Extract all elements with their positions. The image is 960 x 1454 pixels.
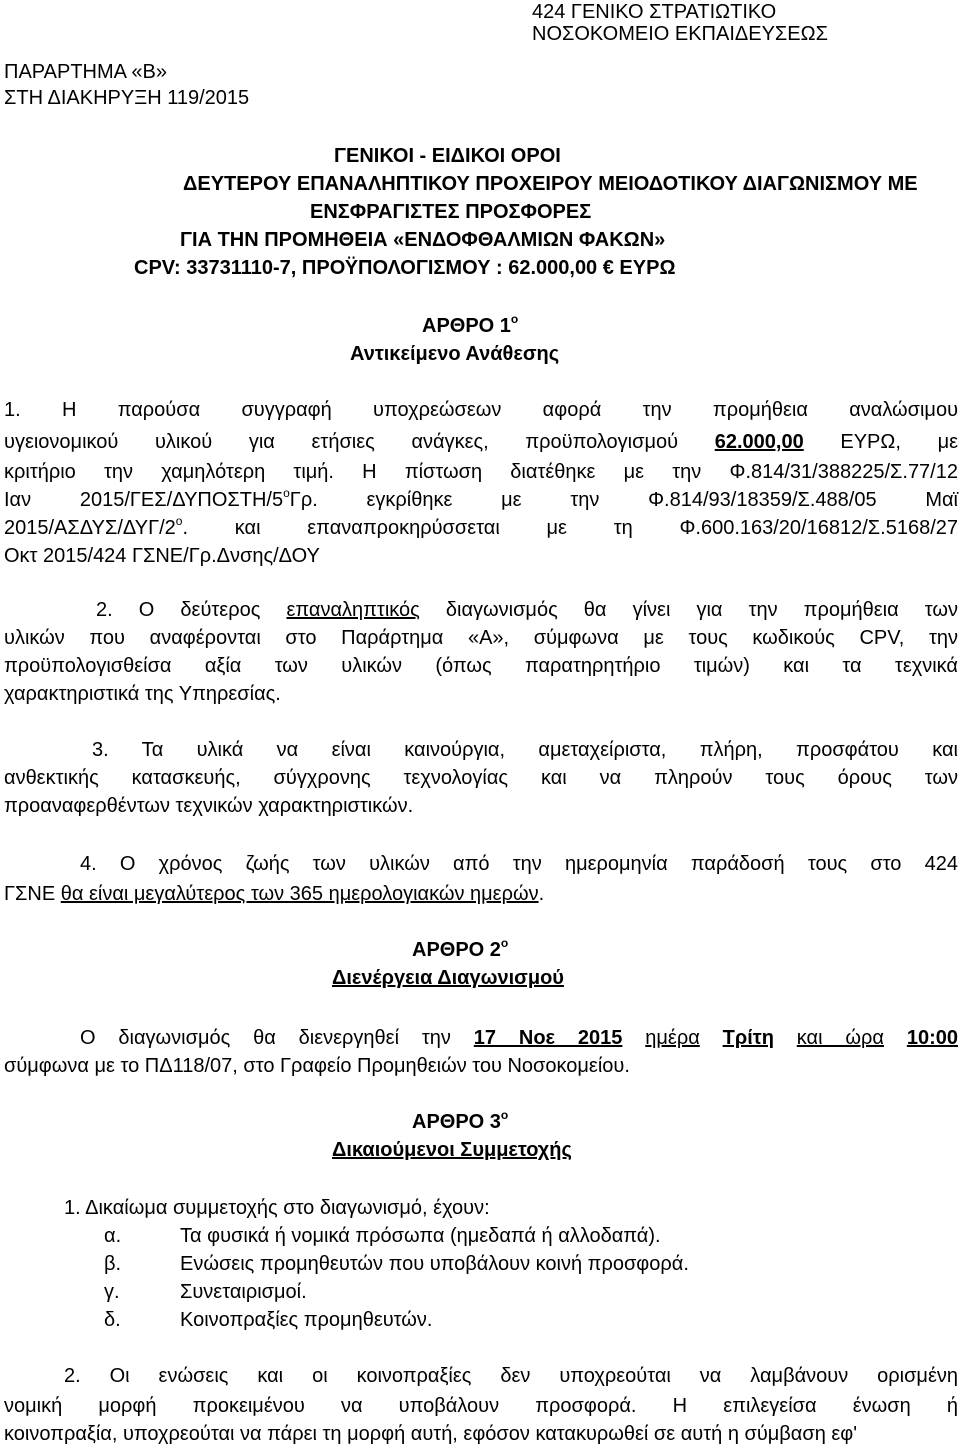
article1-p2-line3: προϋπολογισθείσα αξία των υλικών (όπως παρατηρητήριο τιμών) και τα τεχνικά: [4, 655, 958, 677]
list-item-text: Ενώσεις προμηθευτών που υποβάλουν κοινή προσφορά.: [180, 1253, 689, 1275]
article3-item1: 1. Δικαίωμα συμμετοχής στο διαγωνισμό, έχουν:: [64, 1197, 490, 1219]
hospital-name-line2: ΝΟΣΟΚΟΜΕΙΟ ΕΚΠΑΙΔΕΥΣΕΩΣ: [532, 23, 828, 45]
list-item-text: Κοινοπραξίες προμηθευτών.: [180, 1309, 433, 1331]
article1-subheading: Αντικείμενο Ανάθεσης: [350, 343, 560, 365]
article1-p2-line1: 2. Ο δεύτερος επαναληπτικός διαγωνισμός θα γίνει για την προμήθεια των: [96, 599, 958, 621]
article1-p2-line2: υλικών που αναφέρονται στο Παράρτημα «Α», σύμφωνα με τους κωδικούς CPV, την: [4, 627, 958, 649]
article3-item2-line3: κοινοπραξία, υποχρεούται να πάρει τη μορφή αυτή, εφόσον κατακυρωθεί σε αυτή η σύμβαση εφ': [4, 1424, 858, 1444]
article1-p3-line2: ανθεκτικής κατασκευής, σύγχρονης τεχνολογίας και να πληρούν τους όρους των: [4, 767, 958, 789]
list-item-mark: β.: [104, 1253, 122, 1275]
article3-item2-line1: 2. Οι ενώσεις και οι κοινοπραξίες δεν υποχρεούται να λαμβάνουν ορισμένη: [64, 1365, 958, 1387]
hospital-name-line1: 424 ΓΕΝΙΚΟ ΣΤΡΑΤΙΩΤΙΚΟ: [532, 1, 777, 23]
title-procurement: ΓΙΑ ΤΗΝ ΠΡΟΜΗΘΕΙΑ «ΕΝΔΟΦΘΑΛΜΙΩΝ ΦΑΚΩΝ»: [180, 229, 666, 251]
article1-p3-line1: 3. Τα υλικά να είναι καινούργια, αμεταχείριστα, πλήρη, προσφάτου και: [92, 739, 958, 761]
article1-p1-line6: Οκτ 2015/424 ΓΣΝΕ/Γρ.Δνσης/ΔΟΥ: [4, 545, 320, 567]
article1-p2-line4: χαρακτηριστικά της Υπηρεσίας.: [4, 683, 281, 705]
article2-subheading: Διενέργεια Διαγωνισμού: [332, 967, 564, 989]
article3-heading: ΑΡΘΡΟ $3^o$: [412, 1108, 509, 1133]
title-sealed-offers: ΕΝΣΦΡΑΓΙΣΤΕΣ ΠΡΟΣΦΟΡΕΣ: [310, 201, 592, 223]
article1-p4-line1: 4. Ο χρόνος ζωής των υλικών από την ημερομηνία παράδοσή τους στο 424: [80, 853, 958, 875]
title-general-terms: ΓΕΝΙΚΟΙ - ΕΙΔΙΚΟΙ ΟΡΟΙ: [334, 145, 561, 167]
annex-label: ΠΑΡΑΡΤΗΜΑ «Β»: [4, 61, 168, 83]
article1-p1-line3: κριτήριο την χαμηλότερη τιμή. Η πίστωση διατέθηκε με την Φ.814/31/388225/Σ.77/12: [4, 461, 958, 483]
article1-p4-line2: ΓΣΝΕ θα είναι μεγαλύτερος των 365 ημερολογιακών ημερών.: [4, 883, 545, 905]
list-item-text: Τα φυσικά ή νομικά πρόσωπα (ημεδαπά ή αλλοδαπά).: [180, 1225, 661, 1247]
article3-subheading: Δικαιούμενοι Συμμετοχής: [332, 1139, 572, 1161]
article1-p1-line4: Ιαν $2015/\Gamma E\Sigma/\Delta\Upsilon\Pi O\Sigma TH/5^o\Gamma\rho$. εγκρίθηκε με την Φ.814/93/18359/Σ.488/05 Μαϊ: [4, 486, 958, 511]
article1-p1-line2: υγειονομικού υλικού για ετήσιες ανάγκες, προϋπολογισμού 62.000,00 ΕΥΡΩ, με: [4, 431, 959, 453]
list-item-mark: α.: [104, 1225, 122, 1247]
annex-reference: ΣΤΗ ΔΙΑΚΗΡΥΞΗ 119/2015: [4, 87, 250, 109]
list-item-text: Συνεταιρισμοί.: [180, 1281, 307, 1303]
list-item-mark: γ.: [104, 1281, 120, 1303]
article2-line1: Ο διαγωνισμός θα διενεργηθεί την 17 Νοε 2015 ημέρα Τρίτη και ώρα 10:00: [80, 1027, 958, 1049]
article1-heading: ΑΡΘΡΟ $1^o$: [422, 312, 519, 337]
title-cpv-budget: CPV: 33731110-7, ΠΡΟΫΠΟΛΟΓΙΣΜΟΥ : 62.000,00 € ΕΥΡΩ: [134, 257, 676, 279]
article3-item2-line2: νομική μορφή προκειμένου να υποβάλουν προσφορά. Η επιλεγείσα ένωση ή: [4, 1395, 958, 1417]
article2-heading: ΑΡΘΡΟ $2^o$: [412, 936, 509, 961]
article1-p1-line5: $2015/A\Sigma\Delta\Upsilon\Sigma/\Delta\Upsilon\Gamma/2^o$. και επαναπροκηρύσσεται με τη Φ.600.163/20/16812/Σ.5168/27: [4, 514, 958, 539]
article2-line2: σύμφωνα με το ΠΔ118/07, στο Γραφείο Προμηθειών του Νοσοκομείου.: [4, 1055, 630, 1077]
article1-p3-line3: προαναφερθέντων τεχνικών χαρακτηριστικών.: [4, 795, 414, 817]
title-tender-type: ΔΕΥΤΕΡΟΥ ΕΠΑΝΑΛΗΠΤΙΚΟΥ ΠΡΟΧΕΙΡΟΥ ΜΕΙΟΔΟΤΙΚΟΥ ΔΙΑΓΩΝΙΣΜΟΥ ΜΕ: [183, 173, 918, 195]
article1-p1-line1: 1. Η παρούσα συγγραφή υποχρεώσεων αφορά την προμήθεια αναλώσιμου: [4, 399, 958, 421]
list-item-mark: δ.: [104, 1309, 121, 1331]
